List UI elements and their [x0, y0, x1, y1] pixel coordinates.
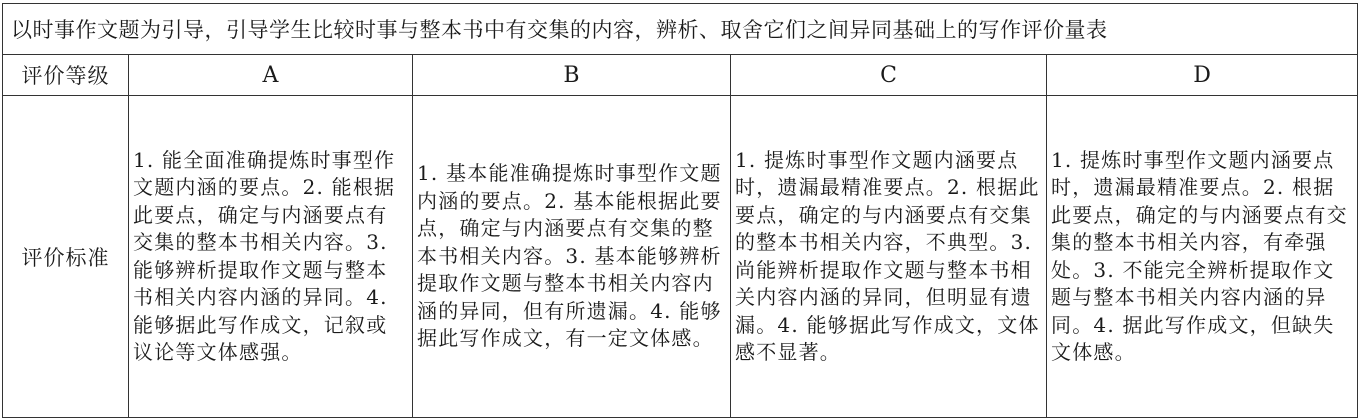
criteria-d-cell: 1. 提炼时事型作文题内涵要点时，遗漏最精准要点。2. 根据此要点，确定的与内涵要点有交集的整本书相关内容，有牵强处。3. 不能完全辨析提取作文题与整本书相关内容内涵的异同。4. 据此写作成文，但缺失文体感。 [1047, 96, 1358, 418]
grade-header-row [3, 55, 1358, 96]
criteria-c-cell: 1. 提炼时事型作文题内涵要点时，遗漏最精准要点。2. 根据此要点，确定的与内涵要点有交集的整本书相关内容，不典型。3. 尚能辨析提取作文题与整本书相关内容内涵的异同，但明显有遗漏。4. 能够据此写作成文，文体感不显著。 [731, 96, 1047, 418]
grade-a-header: A [129, 55, 413, 96]
criteria-row [3, 96, 1358, 418]
criteria-b-cell: 1. 基本能准确提炼时事型作文题内涵的要点。2. 基本能根据此要点，确定与内涵要点有交集的整本书相关内容。3. 基本能够辨析提取作文题与整本书相关内容内涵的异同，但有所遗漏。4. 能够据此写作成文，有一定文体感。 [413, 96, 731, 418]
evaluation-rubric-table [2, 3, 1358, 418]
criteria-label: 评价标准 [3, 96, 129, 418]
criteria-a-cell: 1. 能全面准确提炼时事型作文题内涵的要点。2. 能根据此要点，确定与内涵要点有交集的整本书相关内容。3. 能够辨析提取作文题与整本书相关内容内涵的异同。4. 能够据此写作成文，记叙或议论等文体感强。 [129, 96, 413, 418]
grade-level-label: 评价等级 [3, 55, 129, 96]
title-row [3, 4, 1358, 55]
grade-b-header: B [413, 55, 731, 96]
grade-d-header: D [1047, 55, 1358, 96]
table-title: 以时事作文题为引导，引导学生比较时事与整本书中有交集的内容，辨析、取舍它们之间异同基础上的写作评价量表 [3, 4, 1358, 55]
grade-c-header: C [731, 55, 1047, 96]
